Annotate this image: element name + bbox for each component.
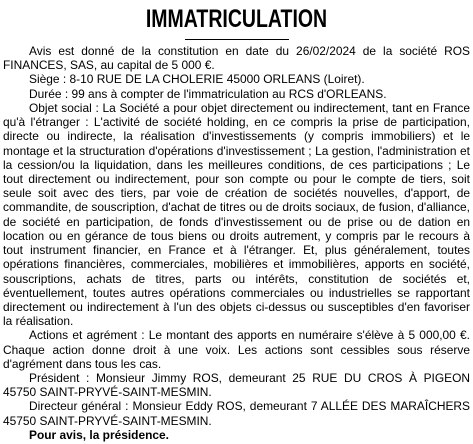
notice-body — [3, 44, 470, 442]
legal-notice — [0, 4, 473, 444]
closing-signature: Pour avis, la présidence. — [29, 427, 169, 442]
paragraph-constitution: Avis est donné de la constitution en date du 26/02/2024 de la société ROS FINANCES, SAS, au capital de 5 000 €. — [3, 44, 470, 73]
title-divider — [185, 39, 289, 40]
notice-title: IMMATRICULATION — [145, 5, 328, 33]
paragraph-siege: Siège : 8-10 RUE DE LA CHOLERIE 45000 ORLEANS (Loiret). — [29, 72, 365, 87]
paragraph-president: Président : Monsieur Jimmy ROS, demeurant 25 RUE DU CROS À PIGEON 45750 SAINT-PRYVÉ-SAINT-MESMIN. — [3, 371, 470, 400]
paragraph-actions-agrement: Actions et agrément : Le montant des apports en numéraire s'élève à 5 000,00 €. Chaque action donne droit à une voix. Les actions sont cessibles sous réserve d'agrément dans tous les cas. — [3, 328, 470, 371]
paragraph-objet-social: Objet social : La Société a pour objet directement ou indirectement, tant en France qu'à l'étranger : L'activité de société holding, en ce compris la prise de participation, directe ou indirecte, la réalisation d'investissements (y compris immobiliers) et le montage et la structuration d'opérations d'investissement ; La gestion, l'administration et la cession/ou la liquidation, dans les meilleures conditions, de ces participations ; Le tout directement ou indirectement, pour son compte ou pour le compte de tiers, soit seule soit avec des tiers, par voie de création de sociétés nouvelles, d'apport, de commandite, de souscription, d'achat de titres ou de droits sociaux, de fusion, d'alliance, de société en participation, de fonds d'investissement ou de prise ou de dation en location ou en gérance de tous biens ou droits autrement, y compris par le recours à tout instrument financier, en France et à l'étranger. Et, plus généralement, toutes opérations financières, commerciales, mobilières et immobilières, apports en société, souscriptions, achats de titres, parts ou intérêts, constitution de sociétés et, éventuellement, toutes autres opérations commerciales ou industrielles se rapportant directement ou indirectement à l'un des objets ci-dessus ou susceptibles d'en favoriser la réalisation. — [3, 100, 470, 329]
paragraph-duree: Durée : 99 ans à compter de l'immatriculation au RCS d'ORLEANS. — [29, 86, 387, 101]
paragraph-directeur-general: Directeur général : Monsieur Eddy ROS, demeurant 7 ALLÉE DES MARAÎCHERS 45750 SAINT-PRYVÉ-SAINT-MESMIN. — [3, 399, 470, 428]
